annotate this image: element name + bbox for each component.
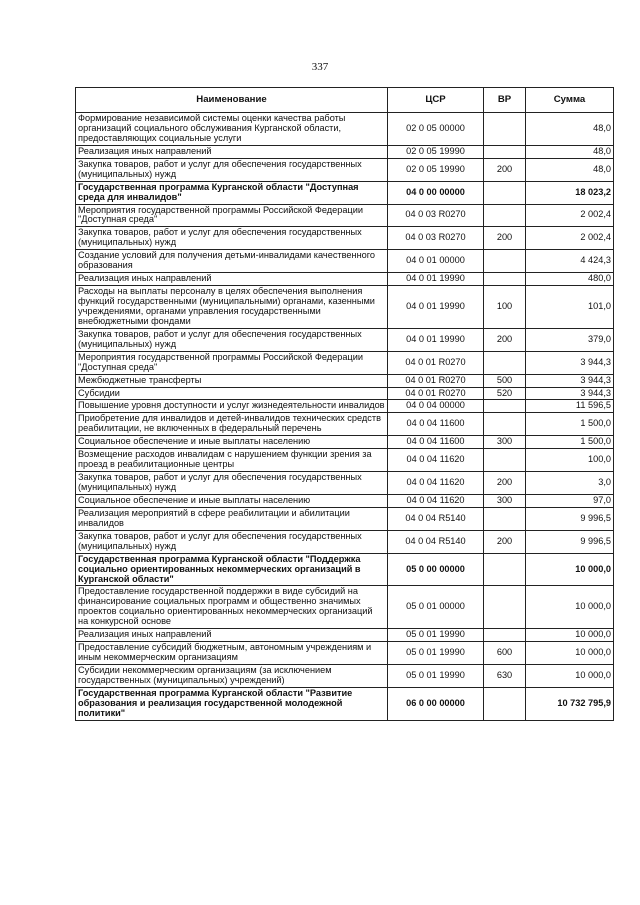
table-row bbox=[76, 387, 614, 400]
cell-vr bbox=[484, 553, 526, 586]
cell-name: Расходы на выплаты персоналу в целях обеспечения выполнения функций государственными (муниципальными) органами, казенными учреждениями, органами управления государственными внебюджетными фондами bbox=[76, 286, 388, 329]
cell-csr: 05 0 01 19990 bbox=[388, 665, 484, 688]
cell-sum: 10 000,0 bbox=[526, 586, 614, 629]
cell-csr: 04 0 04 11620 bbox=[388, 472, 484, 495]
cell-name: Закупка товаров, работ и услуг для обеспечения государственных (муниципальных) нужд bbox=[76, 530, 388, 553]
cell-vr bbox=[484, 181, 526, 204]
header-vr: ВР bbox=[484, 88, 526, 113]
cell-vr: 200 bbox=[484, 472, 526, 495]
table-row bbox=[76, 507, 614, 530]
cell-name: Закупка товаров, работ и услуг для обеспечения государственных (муниципальных) нужд bbox=[76, 227, 388, 250]
table-row bbox=[76, 665, 614, 688]
table-row bbox=[76, 586, 614, 629]
cell-name: Предоставление государственной поддержки в виде субсидий на финансирование социальных программ и общественно значимых проектов социально ориентированных некоммерческих организаций на конкурсной основе bbox=[76, 586, 388, 629]
cell-sum: 1 500,0 bbox=[526, 413, 614, 436]
cell-csr: 04 0 01 19990 bbox=[388, 273, 484, 286]
cell-name: Государственная программа Курганской области "Доступная среда для инвалидов" bbox=[76, 181, 388, 204]
cell-vr bbox=[484, 113, 526, 146]
cell-sum: 9 996,5 bbox=[526, 530, 614, 553]
cell-csr: 04 0 04 11600 bbox=[388, 436, 484, 449]
cell-sum: 1 500,0 bbox=[526, 436, 614, 449]
cell-name: Возмещение расходов инвалидам с нарушением функции зрения за проезд в реабилитационные центры bbox=[76, 449, 388, 472]
cell-name: Реализация иных направлений bbox=[76, 629, 388, 642]
cell-sum: 3,0 bbox=[526, 472, 614, 495]
table-row bbox=[76, 273, 614, 286]
cell-name: Субсидии некоммерческим организациям (за исключением государственных (муниципальных) учреждений) bbox=[76, 665, 388, 688]
cell-csr: 02 0 05 19990 bbox=[388, 145, 484, 158]
table-row bbox=[76, 413, 614, 436]
cell-vr bbox=[484, 204, 526, 227]
cell-sum: 3 944,3 bbox=[526, 387, 614, 400]
table-row bbox=[76, 400, 614, 413]
table-row bbox=[76, 158, 614, 181]
cell-vr: 200 bbox=[484, 227, 526, 250]
cell-vr: 520 bbox=[484, 387, 526, 400]
table-row bbox=[76, 250, 614, 273]
cell-vr bbox=[484, 413, 526, 436]
cell-sum: 48,0 bbox=[526, 145, 614, 158]
cell-name: Реализация иных направлений bbox=[76, 273, 388, 286]
cell-csr: 06 0 00 00000 bbox=[388, 687, 484, 720]
cell-csr: 02 0 05 19990 bbox=[388, 158, 484, 181]
cell-name: Закупка товаров, работ и услуг для обеспечения государственных (муниципальных) нужд bbox=[76, 328, 388, 351]
cell-sum: 10 000,0 bbox=[526, 629, 614, 642]
cell-vr bbox=[484, 351, 526, 374]
table-row bbox=[76, 181, 614, 204]
cell-name: Реализация мероприятий в сфере реабилитации и абилитации инвалидов bbox=[76, 507, 388, 530]
cell-name: Мероприятия государственной программы Российской Федерации "Доступная среда" bbox=[76, 204, 388, 227]
cell-vr: 600 bbox=[484, 642, 526, 665]
cell-csr: 04 0 04 R5140 bbox=[388, 530, 484, 553]
cell-csr: 04 0 04 11600 bbox=[388, 413, 484, 436]
table-row bbox=[76, 629, 614, 642]
cell-csr: 05 0 00 00000 bbox=[388, 553, 484, 586]
cell-sum: 101,0 bbox=[526, 286, 614, 329]
table-row bbox=[76, 642, 614, 665]
cell-csr: 04 0 01 00000 bbox=[388, 250, 484, 273]
cell-sum: 4 424,3 bbox=[526, 250, 614, 273]
cell-vr bbox=[484, 687, 526, 720]
cell-csr: 04 0 01 19990 bbox=[388, 286, 484, 329]
table-header-row bbox=[76, 88, 614, 113]
header-sum: Сумма bbox=[526, 88, 614, 113]
cell-name: Реализация иных направлений bbox=[76, 145, 388, 158]
cell-vr: 500 bbox=[484, 374, 526, 387]
cell-name: Создание условий для получения детьми-инвалидами качественного образования bbox=[76, 250, 388, 273]
cell-name: Субсидии bbox=[76, 387, 388, 400]
cell-csr: 04 0 01 R0270 bbox=[388, 351, 484, 374]
cell-sum: 2 002,4 bbox=[526, 204, 614, 227]
table-row bbox=[76, 286, 614, 329]
header-csr: ЦСР bbox=[388, 88, 484, 113]
cell-sum: 480,0 bbox=[526, 273, 614, 286]
cell-sum: 11 596,5 bbox=[526, 400, 614, 413]
cell-csr: 04 0 00 00000 bbox=[388, 181, 484, 204]
header-name: Наименование bbox=[76, 88, 388, 113]
cell-name: Государственная программа Курганской области "Развитие образования и реализация государственной молодежной политики" bbox=[76, 687, 388, 720]
cell-name: Закупка товаров, работ и услуг для обеспечения государственных (муниципальных) нужд bbox=[76, 472, 388, 495]
cell-sum: 2 002,4 bbox=[526, 227, 614, 250]
cell-sum: 10 000,0 bbox=[526, 553, 614, 586]
cell-csr: 04 0 04 11620 bbox=[388, 494, 484, 507]
cell-sum: 48,0 bbox=[526, 158, 614, 181]
table-row bbox=[76, 553, 614, 586]
cell-vr bbox=[484, 250, 526, 273]
cell-name: Социальное обеспечение и иные выплаты населению bbox=[76, 494, 388, 507]
table-row bbox=[76, 227, 614, 250]
cell-sum: 10 000,0 bbox=[526, 642, 614, 665]
cell-sum: 3 944,3 bbox=[526, 351, 614, 374]
cell-csr: 05 0 01 19990 bbox=[388, 642, 484, 665]
cell-name: Социальное обеспечение и иные выплаты населению bbox=[76, 436, 388, 449]
cell-csr: 04 0 04 11620 bbox=[388, 449, 484, 472]
cell-sum: 18 023,2 bbox=[526, 181, 614, 204]
cell-csr: 05 0 01 19990 bbox=[388, 629, 484, 642]
table-row bbox=[76, 687, 614, 720]
cell-vr bbox=[484, 145, 526, 158]
cell-sum: 10 000,0 bbox=[526, 665, 614, 688]
table-row bbox=[76, 530, 614, 553]
cell-name: Межбюджетные трансферты bbox=[76, 374, 388, 387]
cell-vr bbox=[484, 449, 526, 472]
cell-vr: 100 bbox=[484, 286, 526, 329]
table-row bbox=[76, 449, 614, 472]
cell-csr: 04 0 03 R0270 bbox=[388, 227, 484, 250]
cell-sum: 379,0 bbox=[526, 328, 614, 351]
cell-csr: 02 0 05 00000 bbox=[388, 113, 484, 146]
cell-vr: 200 bbox=[484, 328, 526, 351]
cell-name: Повышение уровня доступности и услуг жизнедеятельности инвалидов bbox=[76, 400, 388, 413]
cell-csr: 04 0 01 R0270 bbox=[388, 374, 484, 387]
cell-vr: 300 bbox=[484, 436, 526, 449]
table-row bbox=[76, 351, 614, 374]
cell-vr bbox=[484, 586, 526, 629]
table-row bbox=[76, 472, 614, 495]
budget-table bbox=[75, 87, 614, 721]
cell-sum: 9 996,5 bbox=[526, 507, 614, 530]
cell-sum: 10 732 795,9 bbox=[526, 687, 614, 720]
cell-sum: 48,0 bbox=[526, 113, 614, 146]
table-row bbox=[76, 204, 614, 227]
cell-sum: 100,0 bbox=[526, 449, 614, 472]
cell-name: Государственная программа Курганской области "Поддержка социально ориентированных некоммерческих организаций в Курганской области" bbox=[76, 553, 388, 586]
cell-name: Предоставление субсидий бюджетным, автономным учреждениям и иным некоммерческим организациям bbox=[76, 642, 388, 665]
cell-name: Приобретение для инвалидов и детей-инвалидов технических средств реабилитации, не включенных в федеральный перечень bbox=[76, 413, 388, 436]
cell-csr: 04 0 04 00000 bbox=[388, 400, 484, 413]
table-row bbox=[76, 328, 614, 351]
cell-vr bbox=[484, 400, 526, 413]
cell-csr: 04 0 01 19990 bbox=[388, 328, 484, 351]
table-row bbox=[76, 436, 614, 449]
cell-csr: 04 0 01 R0270 bbox=[388, 387, 484, 400]
table-row bbox=[76, 113, 614, 146]
cell-name: Мероприятия государственной программы Российской Федерации "Доступная среда" bbox=[76, 351, 388, 374]
cell-vr bbox=[484, 273, 526, 286]
cell-vr: 200 bbox=[484, 530, 526, 553]
cell-sum: 97,0 bbox=[526, 494, 614, 507]
table-row bbox=[76, 494, 614, 507]
cell-vr bbox=[484, 507, 526, 530]
cell-csr: 05 0 01 00000 bbox=[388, 586, 484, 629]
cell-csr: 04 0 04 R5140 bbox=[388, 507, 484, 530]
cell-sum: 3 944,3 bbox=[526, 374, 614, 387]
cell-name: Закупка товаров, работ и услуг для обеспечения государственных (муниципальных) нужд bbox=[76, 158, 388, 181]
table-row bbox=[76, 145, 614, 158]
cell-vr: 300 bbox=[484, 494, 526, 507]
cell-name: Формирование независимой системы оценки качества работы организаций социального обслуживания Курганской области, предоставляющих социальные услуги bbox=[76, 113, 388, 146]
table-row bbox=[76, 374, 614, 387]
cell-vr: 200 bbox=[484, 158, 526, 181]
cell-csr: 04 0 03 R0270 bbox=[388, 204, 484, 227]
page-number: 337 bbox=[311, 61, 329, 73]
cell-vr: 630 bbox=[484, 665, 526, 688]
cell-vr bbox=[484, 629, 526, 642]
